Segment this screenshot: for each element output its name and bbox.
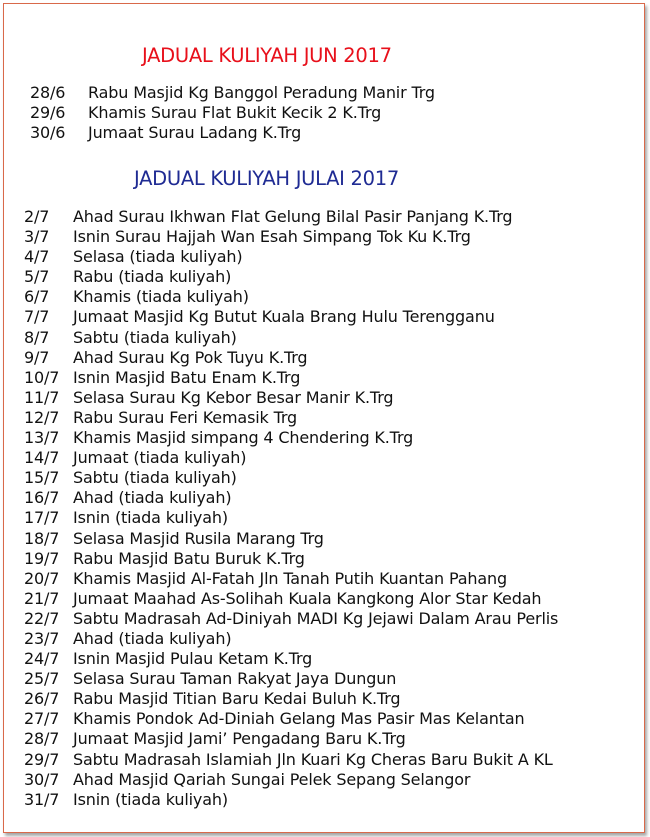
schedule-description: Khamis Masjid simpang 4 Chendering K.Trg xyxy=(73,428,414,448)
schedule-description: Isnin Surau Hajjah Wan Esah Simpang Tok Ku K.Trg xyxy=(73,227,471,247)
schedule-row xyxy=(4,468,644,488)
schedule-row xyxy=(4,267,644,287)
schedule-row xyxy=(4,247,644,267)
schedule-row xyxy=(4,669,644,689)
schedule-date: 28/7 xyxy=(24,729,60,749)
schedule-row xyxy=(4,689,644,709)
schedule-description: Isnin (tiada kuliyah) xyxy=(73,508,228,528)
schedule-row xyxy=(4,408,644,428)
schedule-description: Khamis Surau Flat Bukit Kecik 2 K.Trg xyxy=(88,103,382,123)
schedule-description: Rabu Masjid Titian Baru Kedai Buluh K.Trg xyxy=(73,689,401,709)
schedule-frame xyxy=(3,3,645,833)
schedule-description: Selasa (tiada kuliyah) xyxy=(73,247,243,267)
schedule-date: 31/7 xyxy=(24,789,60,809)
schedule-date: 8/7 xyxy=(24,327,50,347)
schedule-row xyxy=(4,569,644,589)
schedule-description: Jumaat Masjid Jami’ Pengadang Baru K.Trg xyxy=(73,729,406,749)
schedule-description: Ahad Masjid Qariah Sungai Pelek Sepang Selangor xyxy=(73,769,471,789)
schedule-row xyxy=(4,649,644,669)
schedule-description: Isnin Masjid Batu Enam K.Trg xyxy=(73,367,301,387)
schedule-description: Khamis (tiada kuliyah) xyxy=(73,287,249,307)
schedule-row xyxy=(4,227,644,247)
schedule-date: 10/7 xyxy=(24,367,60,387)
schedule-date: 2/7 xyxy=(24,207,50,226)
schedule-date: 9/7 xyxy=(24,347,50,367)
schedule-row xyxy=(4,348,644,368)
schedule-row xyxy=(4,428,644,448)
schedule-description: Jumaat Maahad As-Solihah Kuala Kangkong Alor Star Kedah xyxy=(73,588,542,608)
schedule-description: Isnin (tiada kuliyah) xyxy=(73,789,228,809)
schedule-description: Khamis Pondok Ad-Diniah Gelang Mas Pasir Mas Kelantan xyxy=(73,709,525,729)
schedule-row xyxy=(4,388,644,408)
julai-schedule-title: JADUAL KULIYAH JULAI 2017 xyxy=(134,167,399,190)
schedule-row xyxy=(4,790,644,810)
schedule-description: Jumaat Surau Ladang K.Trg xyxy=(88,123,302,143)
schedule-row xyxy=(4,589,644,609)
schedule-description: Jumaat Masjid Kg Butut Kuala Brang Hulu Terengganu xyxy=(73,307,495,327)
schedule-description: Rabu (tiada kuliyah) xyxy=(73,267,232,287)
schedule-description: Selasa Surau Taman Rakyat Jaya Dungun xyxy=(73,669,397,689)
schedule-date: 11/7 xyxy=(24,387,60,407)
schedule-row xyxy=(4,508,644,528)
julai-schedule-list xyxy=(4,207,644,810)
jun-schedule-title: JADUAL KULIYAH JUN 2017 xyxy=(142,44,392,67)
schedule-date: 5/7 xyxy=(24,267,50,287)
schedule-description: Jumaat (tiada kuliyah) xyxy=(73,448,247,468)
schedule-description: Selasa Surau Kg Kebor Besar Manir K.Trg xyxy=(73,387,394,407)
schedule-row xyxy=(4,709,644,729)
schedule-date: 27/7 xyxy=(24,709,60,729)
schedule-description: Rabu Surau Feri Kemasik Trg xyxy=(73,407,298,427)
schedule-date: 16/7 xyxy=(24,488,60,508)
schedule-date: 24/7 xyxy=(24,649,60,669)
schedule-description: Rabu Masjid Batu Buruk K.Trg xyxy=(73,548,305,568)
schedule-date: 29/6 xyxy=(30,103,66,123)
schedule-date: 6/7 xyxy=(24,287,50,307)
schedule-date: 15/7 xyxy=(24,468,60,488)
schedule-row xyxy=(4,609,644,629)
schedule-row xyxy=(4,307,644,327)
schedule-date: 4/7 xyxy=(24,247,50,267)
schedule-row xyxy=(4,770,644,790)
schedule-row xyxy=(4,529,644,549)
jun-schedule-list xyxy=(4,83,644,143)
schedule-description: Ahad (tiada kuliyah) xyxy=(73,628,232,648)
schedule-row xyxy=(4,729,644,749)
schedule-date: 28/6 xyxy=(30,83,66,102)
schedule-row xyxy=(4,368,644,388)
schedule-date: 30/6 xyxy=(30,123,66,143)
schedule-row xyxy=(4,207,644,227)
schedule-date: 12/7 xyxy=(24,407,60,427)
schedule-row xyxy=(4,328,644,348)
schedule-date: 21/7 xyxy=(24,588,60,608)
schedule-row xyxy=(4,287,644,307)
schedule-description: Sabtu Madrasah Islamiah Jln Kuari Kg Cheras Baru Bukit A KL xyxy=(73,749,553,769)
schedule-date: 22/7 xyxy=(24,608,60,628)
schedule-date: 17/7 xyxy=(24,508,60,528)
schedule-date: 18/7 xyxy=(24,528,60,548)
schedule-description: Ahad Surau Kg Pok Tuyu K.Trg xyxy=(73,347,308,367)
schedule-date: 14/7 xyxy=(24,448,60,468)
schedule-description: Sabtu (tiada kuliyah) xyxy=(73,468,237,488)
schedule-date: 26/7 xyxy=(24,689,60,709)
schedule-description: Ahad (tiada kuliyah) xyxy=(73,488,232,508)
schedule-date: 23/7 xyxy=(24,628,60,648)
schedule-description: Sabtu Madrasah Ad-Diniyah MADI Kg Jejawi Dalam Arau Perlis xyxy=(73,608,559,628)
schedule-row xyxy=(4,549,644,569)
schedule-description: Khamis Masjid Al-Fatah Jln Tanah Putih Kuantan Pahang xyxy=(73,568,508,588)
schedule-description: Sabtu (tiada kuliyah) xyxy=(73,327,237,347)
schedule-row xyxy=(4,448,644,468)
schedule-date: 25/7 xyxy=(24,669,60,689)
schedule-row xyxy=(4,488,644,508)
schedule-description: Selasa Masjid Rusila Marang Trg xyxy=(73,528,324,548)
schedule-description: Rabu Masjid Kg Banggol Peradung Manir Trg xyxy=(88,83,435,102)
schedule-row xyxy=(4,750,644,770)
schedule-row xyxy=(4,629,644,649)
schedule-row xyxy=(4,103,644,123)
schedule-description: Isnin Masjid Pulau Ketam K.Trg xyxy=(73,649,313,669)
schedule-date: 13/7 xyxy=(24,428,60,448)
schedule-row xyxy=(4,123,644,143)
schedule-date: 19/7 xyxy=(24,548,60,568)
schedule-date: 29/7 xyxy=(24,749,60,769)
schedule-description: Ahad Surau Ikhwan Flat Gelung Bilal Pasir Panjang K.Trg xyxy=(73,207,513,226)
schedule-date: 3/7 xyxy=(24,227,50,247)
schedule-row xyxy=(4,83,644,103)
schedule-date: 7/7 xyxy=(24,307,50,327)
schedule-date: 20/7 xyxy=(24,568,60,588)
schedule-date: 30/7 xyxy=(24,769,60,789)
